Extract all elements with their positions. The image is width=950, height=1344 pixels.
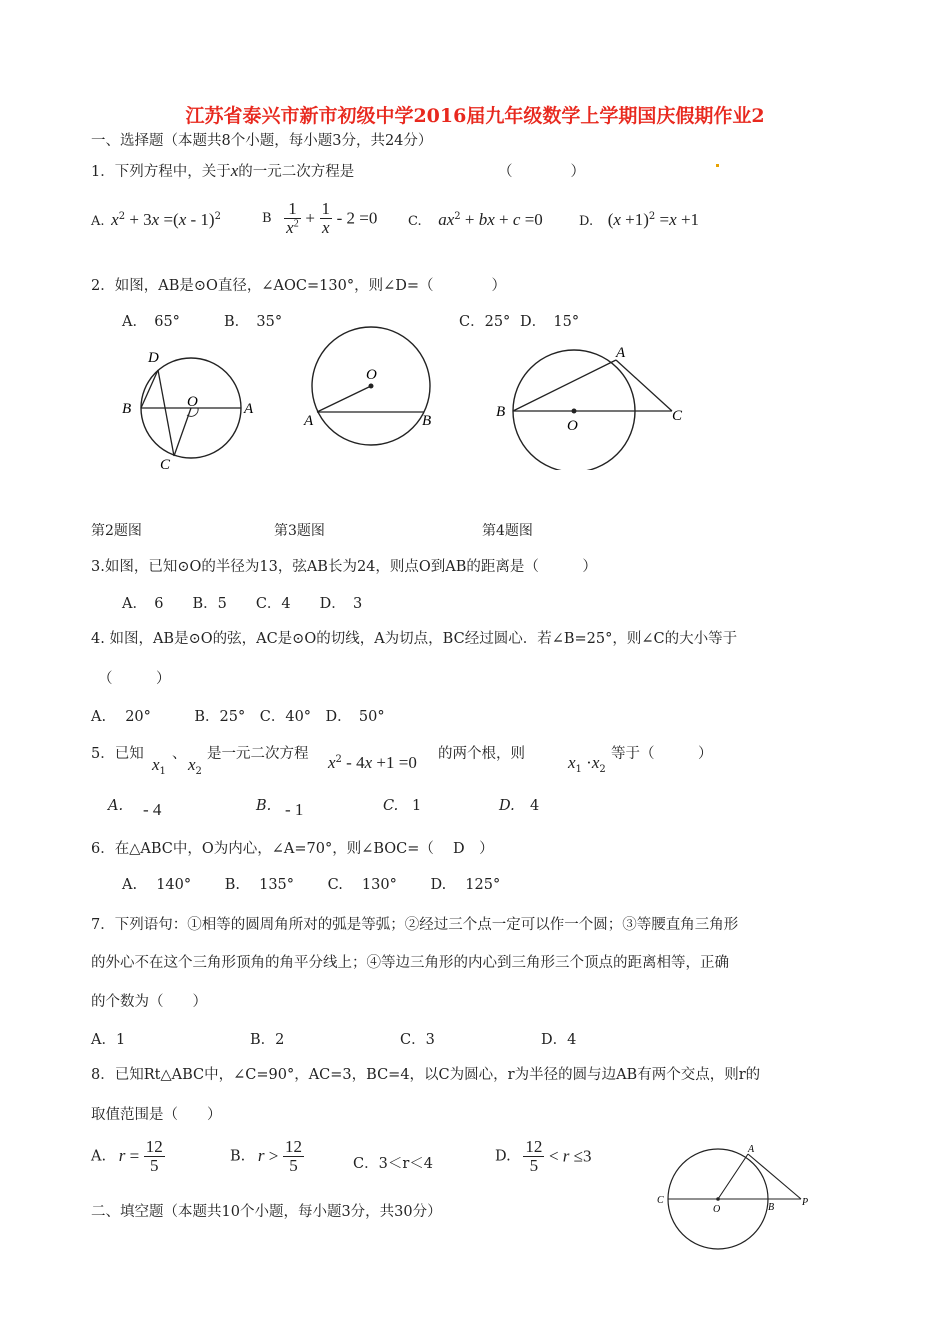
question-5-option-c-value: 1 xyxy=(412,798,422,814)
question-5-product: $x_1 \cdot x_2$ xyxy=(568,753,606,775)
question-2-option-c: C．25° xyxy=(459,314,511,330)
question-8-option-c: C．3＜r＜4 xyxy=(353,1156,433,1172)
question-5-option-a-label: A. xyxy=(108,798,124,814)
question-7-option-a: A．1 xyxy=(91,1032,126,1048)
label-a: A xyxy=(616,345,626,361)
question-4-answer-paren: （ ） xyxy=(98,671,171,687)
label-d: D xyxy=(148,350,159,366)
question-2: 2．如图，AB是⊙O直径，∠AOC=130°，则∠D=（ ） xyxy=(91,278,506,294)
question-5-x1: $x_1$ xyxy=(152,755,166,777)
label-a: A xyxy=(748,1144,755,1155)
question-2-option-d: D． 15° xyxy=(520,314,580,330)
question-7-line-1: 7．下列语句：①相等的圆周角所对的弧是等弧；②经过三个点一定可以作一个圆；③等腰直角三角形 xyxy=(91,917,739,933)
stray-dot xyxy=(716,164,719,167)
caption-fig4: 第4题图 xyxy=(482,523,533,539)
question-7-option-b: B．2 xyxy=(250,1032,285,1048)
label-c: C xyxy=(672,408,683,424)
question-8-line-2: 取值范围是（ ） xyxy=(91,1107,222,1123)
question-5-mid: 是一元二次方程 xyxy=(207,746,309,762)
question-7-option-d: D．4 xyxy=(541,1032,577,1048)
question-1-option-a: A. $x^2 + 3x =(x - 1)^2$ xyxy=(91,210,221,229)
question-7-option-c: C．3 xyxy=(400,1032,435,1048)
figure-tangent xyxy=(655,1140,825,1260)
question-5-after: 的两个根，则 xyxy=(438,746,525,762)
label-p: P xyxy=(802,1197,809,1208)
figure-q2 xyxy=(110,340,270,480)
section-2-heading: 二、填空题（本题共10个小题，每小题3分，共30分） xyxy=(91,1204,442,1220)
question-6: 6．在△ABC中，O为内心，∠A=70°，则∠BOC=（ D ） xyxy=(91,841,494,857)
section-1-heading: 一、选择题（本题共8个小题，每小题3分，共24分） xyxy=(91,133,433,149)
question-6-options: A. 140° B. 135° C. 130° D. 125° xyxy=(122,877,501,893)
label-b: B xyxy=(422,413,432,429)
question-5-equation: $x^2 - 4x +1 =0$ xyxy=(328,753,417,772)
question-1: 1．下列方程中，关于x的一元二次方程是 xyxy=(91,161,355,180)
question-4-options: A. 20° B．25° C．40° D． 50° xyxy=(91,709,385,725)
question-7-line-3: 的个数为（ ） xyxy=(91,994,207,1010)
label-o: O xyxy=(187,394,198,410)
figure-q4 xyxy=(492,340,692,470)
label-a: A xyxy=(244,401,254,417)
question-5-x2: $x_2$ xyxy=(188,755,202,777)
question-8-option-a: A. r = $\frac{12}{5}$ xyxy=(91,1137,163,1175)
question-7-line-2: 的外心不在这个三角形顶角的角平分线上；④等边三角形的内心到三角形三个顶点的距离相等，正确 xyxy=(91,955,729,971)
question-1-option-d: D. $(x +1)^2 =x +1$ xyxy=(579,210,700,229)
label-a: A xyxy=(304,413,314,429)
label-b: B xyxy=(768,1202,775,1213)
question-4: 4. 如图，AB是⊙O的弦，AC是⊙O的切线，A为切点，BC经过圆心．若∠B=25°，则∠C的大小等于 xyxy=(91,631,738,647)
label-c: C xyxy=(160,457,171,473)
caption-fig3: 第3题图 xyxy=(274,523,325,539)
label-o: O xyxy=(366,367,377,383)
page-title: 江苏省泰兴市新市初级中学2016届九年级数学上学期国庆假期作业2 xyxy=(185,105,765,127)
label-o: O xyxy=(713,1204,721,1215)
question-8-option-b: B. r > $\frac{12}{5}$ xyxy=(230,1137,302,1175)
question-2-option-a: A． 65° xyxy=(122,314,180,330)
question-1-option-b: B $\frac{1}{x^2}$ + $\frac{1}{x}$ - 2 =0 xyxy=(262,199,378,237)
label-o: O xyxy=(567,418,578,434)
question-8-line-1: 8．已知Rt△ABC中，∠C=90°，AC=3，BC=4，以C为圆心，r为半径的圆与边AB有两个交点，则r的 xyxy=(91,1067,761,1083)
label-b: B xyxy=(496,404,506,420)
question-5-option-d-value: 4 xyxy=(530,798,540,814)
caption-fig2: 第2题图 xyxy=(91,523,142,539)
figure-q3 xyxy=(300,320,445,460)
question-5-prefix: 5．已知 xyxy=(91,746,144,762)
question-8-option-d: D. $\frac{12}{5}$ < r ≤3 xyxy=(495,1137,592,1175)
question-5-suffix: 等于（ ） xyxy=(611,746,713,762)
question-5-option-b-value: - 1 xyxy=(285,800,304,819)
label-b: B xyxy=(122,401,132,417)
question-2-option-b: B． 35° xyxy=(224,314,283,330)
question-3: 3.如图，已知⊙O的半径为13，弦AB长为24，则点O到AB的距离是（ ） xyxy=(91,559,597,575)
question-1-answer-paren: （ ） xyxy=(498,164,585,180)
question-1-option-c: C. $ax^2$ + bx + c =0 xyxy=(408,210,543,229)
question-3-options: A． 6 B．5 C．4 D． 3 xyxy=(122,596,363,612)
question-5-option-c-label: C. xyxy=(383,798,399,814)
question-5-option-d-label: D. xyxy=(499,798,515,814)
label-c: C xyxy=(657,1195,664,1206)
question-5-sep: 、 xyxy=(172,746,187,762)
question-5-option-b-label: B. xyxy=(256,798,272,814)
question-5-option-a-value: - 4 xyxy=(143,800,162,819)
